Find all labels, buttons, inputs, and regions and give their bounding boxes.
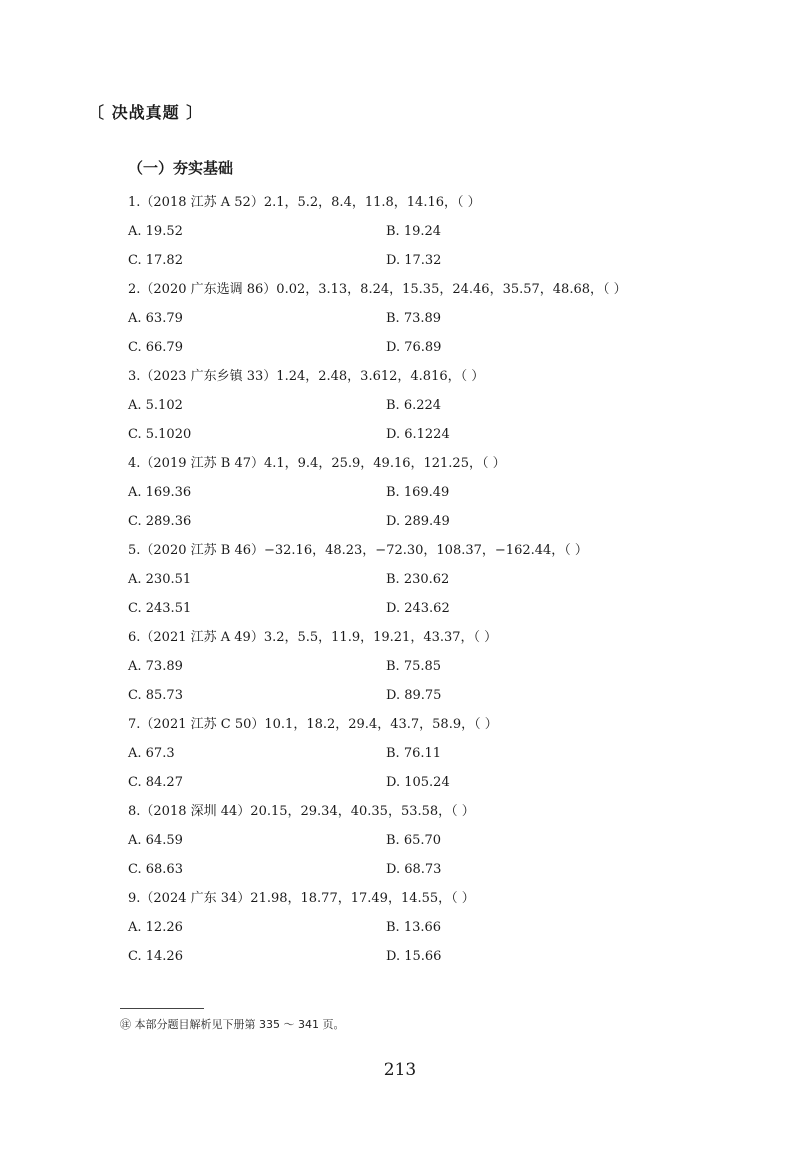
option-row xyxy=(128,507,728,536)
question-stem: 6.（2021 江苏 A 49）3.2，5.5，11.9，19.21，43.37，（ ） xyxy=(128,630,498,645)
answer-option: B. 65.70 xyxy=(386,833,442,848)
option-row xyxy=(128,913,728,942)
question-stem: 3.（2023 广东乡镇 33）1.24，2.48，3.612，4.816，（ ） xyxy=(128,369,485,384)
question-stem: 9.（2024 广东 34）21.98，18.77，17.49，14.55，（ ） xyxy=(128,891,475,906)
answer-option: C. 5.1020 xyxy=(128,427,192,442)
answer-option: B. 76.11 xyxy=(386,746,442,761)
option-row xyxy=(128,478,728,507)
answer-option: D. 89.75 xyxy=(386,688,442,703)
question-stem: 1.（2018 江苏 A 52）2.1，5.2，8.4，11.8，14.16，（ ） xyxy=(128,195,481,210)
footnote-divider xyxy=(120,1008,204,1009)
answer-option: D. 105.24 xyxy=(386,775,450,790)
answer-option: A. 67.3 xyxy=(128,746,175,761)
answer-option: A. 12.26 xyxy=(128,920,183,935)
option-row xyxy=(128,739,728,768)
question-item xyxy=(128,710,728,797)
answer-option: C. 17.82 xyxy=(128,253,183,268)
answer-option: C. 68.63 xyxy=(128,862,183,877)
option-row xyxy=(128,304,728,333)
option-row xyxy=(128,942,728,971)
answer-option: A. 19.52 xyxy=(128,224,183,239)
option-row xyxy=(128,333,728,362)
answer-option: B. 19.24 xyxy=(386,224,442,239)
question-item xyxy=(128,449,728,536)
option-row xyxy=(128,681,728,710)
option-row xyxy=(128,391,728,420)
answer-option: A. 169.36 xyxy=(128,485,192,500)
answer-option: C. 66.79 xyxy=(128,340,183,355)
answer-option: A. 64.59 xyxy=(128,833,183,848)
answer-option: C. 289.36 xyxy=(128,514,192,529)
answer-option: D. 289.49 xyxy=(386,514,450,529)
question-item xyxy=(128,797,728,884)
answer-option: C. 243.51 xyxy=(128,601,192,616)
question-list xyxy=(128,188,728,971)
answer-option: C. 84.27 xyxy=(128,775,183,790)
answer-option: A. 230.51 xyxy=(128,572,192,587)
question-item xyxy=(128,623,728,710)
answer-option: A. 5.102 xyxy=(128,398,183,413)
answer-option: D. 15.66 xyxy=(386,949,442,964)
option-row xyxy=(128,855,728,884)
option-row xyxy=(128,420,728,449)
question-item xyxy=(128,536,728,623)
section-title: 〔 决战真题 〕 xyxy=(88,103,204,122)
question-item xyxy=(128,884,728,971)
answer-option: C. 14.26 xyxy=(128,949,183,964)
answer-option: A. 73.89 xyxy=(128,659,183,674)
question-item xyxy=(128,275,728,362)
answer-option: D. 68.73 xyxy=(386,862,442,877)
subsection-title: （一）夯实基础 xyxy=(128,159,234,177)
option-row xyxy=(128,246,728,275)
option-row xyxy=(128,826,728,855)
answer-option: B. 75.85 xyxy=(386,659,442,674)
question-stem: 5.（2020 江苏 B 46）−32.16，48.23，−72.30，108.37，−162.44，（ ） xyxy=(128,543,588,558)
question-stem: 8.（2018 深圳 44）20.15，29.34，40.35，53.58，（ ） xyxy=(128,804,475,819)
answer-option: D. 76.89 xyxy=(386,340,442,355)
answer-option: B. 169.49 xyxy=(386,485,450,500)
option-row xyxy=(128,768,728,797)
answer-option: D. 17.32 xyxy=(386,253,442,268)
answer-option: D. 6.1224 xyxy=(386,427,450,442)
option-row xyxy=(128,652,728,681)
question-stem: 2.（2020 广东选调 86）0.02，3.13，8.24，15.35，24.46，35.57，48.68，（ ） xyxy=(128,282,627,297)
answer-option: B. 230.62 xyxy=(386,572,450,587)
answer-option: B. 73.89 xyxy=(386,311,442,326)
answer-option: C. 85.73 xyxy=(128,688,183,703)
footnote: ㊟ 本部分题目解析见下册第 335 ～ 341 页。 xyxy=(120,1018,345,1031)
answer-option: B. 13.66 xyxy=(386,920,442,935)
answer-option: B. 6.224 xyxy=(386,398,442,413)
page-number: 213 xyxy=(383,1060,417,1080)
option-row xyxy=(128,594,728,623)
answer-option: D. 243.62 xyxy=(386,601,450,616)
answer-option: A. 63.79 xyxy=(128,311,183,326)
question-item xyxy=(128,362,728,449)
question-stem: 4.（2019 江苏 B 47）4.1，9.4，25.9，49.16，121.25，（ ） xyxy=(128,456,506,471)
question-item xyxy=(128,188,728,275)
question-stem: 7.（2021 江苏 C 50）10.1，18.2，29.4，43.7，58.9，（ ） xyxy=(128,717,498,732)
option-row xyxy=(128,217,728,246)
option-row xyxy=(128,565,728,594)
